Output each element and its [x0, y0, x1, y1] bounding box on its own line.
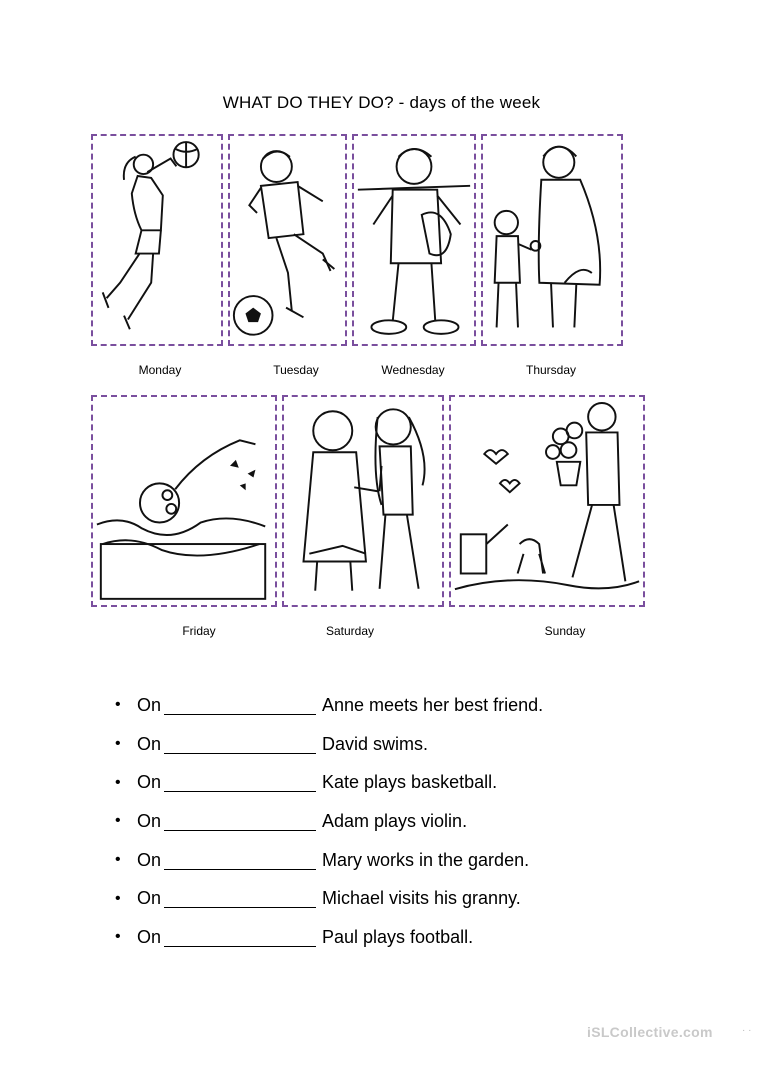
basketball-player-illustration [93, 136, 221, 344]
sentence-text: Paul plays football. [322, 926, 474, 947]
picture-thursday [481, 134, 623, 346]
sentence-text: Kate plays basketball. [322, 772, 498, 793]
sentence-text: David swims. [322, 733, 429, 754]
caption-wednesday: Wednesday [381, 363, 445, 377]
gardening-illustration [451, 397, 643, 605]
sentence-text: Anne meets her best friend. [322, 694, 544, 715]
bullet-icon: • [115, 851, 121, 869]
answer-blank[interactable] [164, 855, 316, 870]
prefix: On [137, 733, 162, 754]
answer-blank[interactable] [164, 700, 316, 715]
list-item [115, 763, 543, 802]
list-item [115, 879, 543, 918]
prefix: On [137, 888, 162, 909]
swimmer-illustration [93, 397, 275, 605]
prefix: On [137, 772, 162, 793]
picture-wednesday [352, 134, 476, 346]
watermark: iSLCollective.com [587, 1024, 713, 1040]
bullet-icon: • [115, 812, 121, 830]
bullet-icon: • [115, 928, 121, 946]
worksheet-title: WHAT DO THEY DO? - days of the week [222, 93, 541, 112]
prefix: On [137, 810, 162, 831]
boy-visits-granny-illustration [483, 136, 621, 344]
picture-monday [91, 134, 223, 346]
fill-in-sentences [115, 686, 543, 957]
answer-blank[interactable] [164, 739, 316, 754]
picture-friday [91, 395, 277, 607]
violinist-illustration [354, 136, 474, 344]
list-item [115, 841, 543, 880]
list-item [115, 725, 543, 764]
bullet-icon: • [115, 696, 121, 714]
answer-blank[interactable] [164, 932, 316, 947]
prefix: On [137, 849, 162, 870]
caption-sunday: Sunday [544, 624, 586, 638]
sentence-text: Adam plays violin. [322, 810, 468, 831]
answer-blank[interactable] [164, 777, 316, 792]
answer-blank[interactable] [164, 893, 316, 908]
list-item [115, 918, 543, 957]
picture-saturday [282, 395, 444, 607]
list-item [115, 802, 543, 841]
picture-tuesday [228, 134, 347, 346]
caption-monday: Monday [138, 363, 182, 377]
list-item [115, 686, 543, 725]
friends-meeting-illustration [284, 397, 442, 605]
caption-tuesday: Tuesday [273, 363, 319, 377]
caption-thursday: Thursday [525, 363, 577, 377]
sentence-text: Mary works in the garden. [322, 849, 530, 870]
bullet-icon: • [115, 889, 121, 907]
decorative-dots: · · [742, 1025, 752, 1036]
bullet-icon: • [115, 735, 121, 753]
caption-saturday: Saturday [325, 624, 375, 638]
picture-sunday [449, 395, 645, 607]
prefix: On [137, 694, 162, 715]
football-player-illustration [230, 136, 345, 344]
prefix: On [137, 926, 162, 947]
bullet-icon: • [115, 773, 121, 791]
answer-blank[interactable] [164, 816, 316, 831]
caption-friday: Friday [182, 624, 216, 638]
sentence-text: Michael visits his granny. [322, 888, 521, 909]
